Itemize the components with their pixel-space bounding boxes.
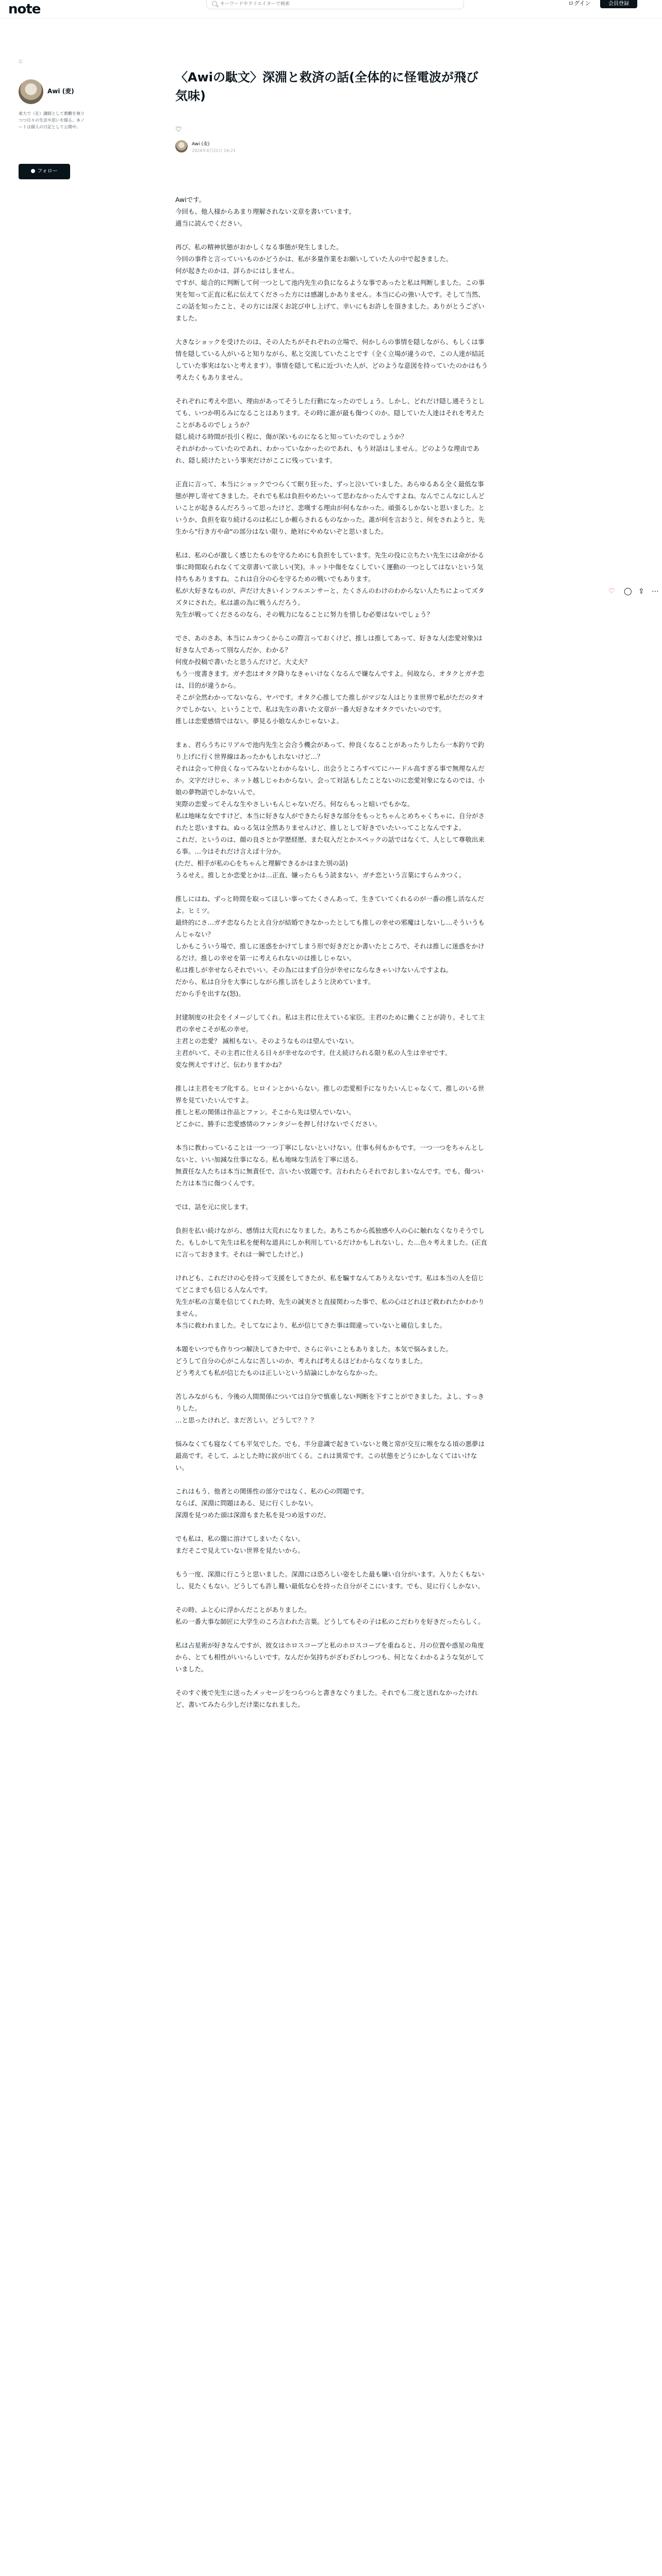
article-paragraph: 私は、私の心が激しく感じたものを守るためにも負担をしています。先生の役に立ちたい先生には命がかる事に時間取られなくて文章書いて欲しい(笑)。ネット中傷をなくしていく運動の一つとしてはないという気持ちもありますね。これは自分の心を守るための戦いでもあります。 私が大好きなものが、声だけ大きいインフルエンサーと、たくさんのわけのわからない人たちによってズタズタにされた。私は誰の為に戦うんだろう。 先生が戦ってくださるのなら、その戦力になることに努力を惜しむ必要はないでしょう？ <box>175 551 485 618</box>
meta-author-name[interactable]: Awi (麦) <box>192 142 210 147</box>
search-icon <box>212 1 217 6</box>
author-name[interactable]: Awi (麦) <box>47 88 74 95</box>
comment-icon[interactable]: ◯ <box>624 587 632 596</box>
article-title: 〈Awiの駄文〉深淵と救済の話(全体的に怪電波が飛び気味) <box>175 70 478 103</box>
article-paragraph: 封建制度の社会をイメージしてくれ。私は主君に仕えている家臣。主君のために働くことが誇り。そして主君の幸せこそが私の幸せ。 主君との恋愛？ 滅相もない。そのようなものは望んでいない。 主君がいて、その主君に仕える日々が幸せなのです。仕え続けられる限り私の人生は幸せです。 変な例えですけど、伝わりますかね？ <box>175 1013 485 1069</box>
article-paragraph: 本題をいつでも作りつつ解決してきた中で、さらに辛いこともありました。本気で悩みました。 どうして自分の心がこんなに苦しいのか、考えれば考えるほどわからなくなりました。 どう考えても私が信じたものは正しいという結論にしかならなかった。 <box>175 1345 453 1377</box>
article-paragraph: でさ、あのさあ、本当にムカつくからこの際言っておくけど、推しは推してあって、好きな人(恋愛対象)は好きな人であって別なんだか、わかる？ 何度か投稿で書いたと思うんだけど。大丈夫？ もう一度書きます。ガチ恋はオタク降りなきゃいけなくなるんで嫌なんですよ。何故なら、オタクとガチ恋は、目的が違うから。 そこが全然わかってないなら、ヤバです。オタク心推してた推しがマジな人はとりま世界で私がただのタオクでしかない。ということで、私は先生の書いた文章が一番大好きなオタクでいたいのです。 推しは恋愛感情ではない。夢見る小娘なんかじゃないよ。 <box>175 634 485 725</box>
person-icon <box>31 169 35 173</box>
article-paragraph: でも私は、私の闇に溶けてしまいたくない。 まだそこで見えていない世界を見たいから。 <box>175 1535 305 1554</box>
site-header <box>0 0 662 19</box>
article-paragraph: 再び、私の精神状態がおかしくなる事態が発生しました。 今回の事件と言っていいものかどうかは、私が多量作業をお願いしていた人の中で起きました。 何が起きたのかは、詳らかにはしません。 ですが、総合的に判断して何一つとして池内先生の負になるような事であったと私は判断しました。この事実を知って正直に私に伝えてくださった方には感謝しかありません。本当に心の強い人です。そして当然、この話を知ったこと、その方には深くお詫び申し上げて、幸いにもお許しを頂きました。ありがとうございました。 <box>175 243 485 322</box>
login-link[interactable]: ログイン <box>568 0 591 7</box>
article-paragraph: 苦しみながらも、今後の人間関係については自分で慎重しない判断を下すことができました。よし、すっきりした。 …と思ったけれど、まだ苦しい。どうして？？？ <box>175 1393 485 1424</box>
author-avatar[interactable] <box>19 79 43 104</box>
author-bio: 東大で（在）講師として教鞭を執りつつ日々の生活や思いを綴る。本ノートは個人の日記として公開中。 <box>19 111 85 129</box>
heart-icon[interactable]: ♡ <box>175 126 182 134</box>
article-paragraph: 本当に教わっていることは一つ一つ丁寧にしないといけない。仕事も何もかもです。一つ一つをちゃんとしないと、いい加減な仕事になる。私も地味な生活を丁寧に送る。 無責任な人たちは本当に無責任で、言いたい放題です。言われたらそれでおしまいなんです。でも、傷ついた方は本当に傷つくんです。 <box>175 1144 484 1187</box>
note-logo[interactable]: note <box>8 2 41 17</box>
article-paragraph: 推しは主君をモブ化する。ヒロインとかいらない。推しの恋愛相手になりたいんじゃなくて、推しのいる世界を見ていたいんですよ。 推しと私の関係は作品とファン。そこから先は望んでいない。 どこかに、勝手に恋愛感情のファンタジーを押し付けないでください。 <box>175 1084 485 1128</box>
article-paragraph: これはもう、他者との関係性の部分ではなく、私の心の問題です。 ならば、深淵に問題はある、見に行くしかない。 深淵を見つめた頭は深淵もまた私を見つめ返すのだ。 <box>175 1487 368 1519</box>
article-paragraph: では、話を元に戻します。 <box>175 1203 253 1211</box>
search-box[interactable] <box>206 0 464 9</box>
signup-button[interactable]: 会員登録 <box>600 0 637 8</box>
article-paragraph: そのすぐ後で先生に送ったメッセージをつらつらと書きなぐりました。それでも二度と送れなかったけれど、書いてみたら少しだけ楽になれました。 <box>175 1689 478 1708</box>
like-icon[interactable]: ♡ <box>608 587 615 596</box>
article-paragraph: その時、ふと心に浮かんだことがありました。 私の一番大事な師匠に大学生のころ言われた言葉。どうしてもその子は私のこだわりを好きだったらしく。 <box>175 1606 485 1625</box>
article-paragraph: 大きなショックを受けたのは、その人たちがそれぞれの立場で、何かしらの事情を隠しながら、もしくは事情を隠している人がいると知りながら、私と交流していたことです（全く立場が違うので、この人達が結託していた事実はないと考えます）。事情を隠して私に近づいた人が、どのような意図を持っていたのかはもう考えたくもありません。 <box>175 338 488 381</box>
more-icon[interactable]: ⋯ <box>652 587 659 596</box>
article-paragraph: けれども、これだけの心を持って支援をしてきたが、私を騙すなんてありえないです。私は本当の人を信じてどこまでも信じる人なんです。 先生が私の言葉を信じてくれた時、先生の誠実さと直接関わった事で、私の心はどれほど救われたかわかりません。 本当に救われました。そしてなにより、私が信じてきた事は間違っていないと確信しました。 <box>175 1274 485 1329</box>
article-paragraph: 負担を払い続けながら、感情は大荒れになりました。あちこちから孤独感や人の心に触れなくなりそうでした。もしかして先生は私を便利な道具にしか利用しているだけかもしれないし、た…色々考えました。(正直に言っておきます。それは一瞬でしたけど。) <box>175 1227 487 1258</box>
article-paragraph: それぞれに考えや思い、理由があってそうした行動になったのでしょう。しかし、どれだけ隠し通そうとしても、いつか明るみになることはあります。その時に誰が最も傷つくのか。隠していた人達はそれを考えたことがあるのでしょうか？ 隠し続ける時間が長引く程に、傷が深いものになると知っていたのでしょうか？ それがわかっていたのであれ、わかっていなかったのであれ、もう対話はしません。どのような理由であれ、隠し続けたという事実だけがここに残っています。 <box>175 397 485 464</box>
share-icon[interactable]: ⇪ <box>638 587 644 596</box>
article-paragraph: 私は占星術が好きなんですが、彼女はホロスコープと私のホロスコープを重ねると、月の位置や惑星の角度から、とても相性がいいらしいです。なんだか気持ちがざわざわしつつも、何となくわかるような気がしていました。 <box>175 1641 485 1673</box>
follow-label: フォロー <box>37 168 58 174</box>
article-paragraph: まぁ、君らうちにリアルで池内先生と会合う機会があって、仲良くなることがあったりしたら一本釣りで釣り上げに行く世界線はあったかもしれないけど…？ それは会って仲良くなってみないとわからないし、出会うところすべてにハードル高すぎる事で無理なんだか。文字だけじゃ、ネット越しじゃわからない。会って対話もしたことないのに恋愛対象になるのでは、小娘の夢物語でしかないんで。 実際の恋愛ってそんな生やさしいもんじゃないだろ。何ならもっと暗いでもかな。 私は地味な女ですけど、本当に好きな人ができたら好きな部分をもっとちゃんとめちゃくちゃに、自分がされたと思いますね。ぬっる気は全然ありませんけど、推しとして好きでいたいってことなんですよ。 これだ、というのは、顔の良さとか学歴経歴、また収入だとかスペックの話ではなくて、人として尊敬出来る事。…今はそれだけ言えば十分か。 (ただ、相手が私の心をちゃんと理解できるかはまた別の話) うるせえ。推しとか恋愛とかは…正直、嫌ったらもう読まない。ガチ恋という言葉にすらムカつく。 <box>175 741 485 879</box>
meta-author-avatar[interactable] <box>175 140 188 152</box>
magazine-label: 記 <box>19 59 23 64</box>
follow-button[interactable] <box>19 164 70 179</box>
publish-date: 2024年4月21日 16:21 <box>192 148 236 153</box>
article-paragraph: 正直に言って、本当にショックでつらくて眠り狂った、ずっと泣いていました。あらゆるある全く最低な事態が押し寄せてきました。それでも私は負担やめたいって思わなかったんですよね。なんでこんなにしんどいことが起きるんだろうって思ったけど、悲嘆する理由が何もなかった。頑張るしかないと思いました。というか、負担を取り続けるのは私にしか頼らされるものなかった。誰が何を言おうと、何をされようと、先生から"行き方や命"の部分はない限り、絶対にやめないぞと思いました。 <box>175 480 485 535</box>
article-paragraph: 悩みなくても寝なくても平気でした。でも、半分意識で起きていないと幾と常が交互に喉をなる頃の悪夢は最高です。そして、ふとした時に涙が出てくる。これは異常です。この状態をどうにかしなくてはいけない。 <box>175 1440 485 1471</box>
article-body <box>175 194 489 1722</box>
article-paragraph: Awiです。 今回も、他人様からあまり理解されない文章を書いています。 適当に読んでください。 <box>175 196 356 227</box>
article-paragraph: もう一度、深淵に行こうと思いました。深淵には恐ろしい姿をした最も嫌い自分がいます。入りたくもないし、見たくもない。どうしても許し難い最低な心を持った自分がそこにいます。でも、見に行くしかない。 <box>175 1570 485 1590</box>
article-paragraph: 推しにはね、ずっと時間を取ってほしい事ってたくさんあって、生きていてくれるのが一番の推し活なんだよ。ヒミツ。 最終的にさ…ガチ恋ならたとえ自分が結婚できなかったとしても推しの幸せの邪魔はしないし…そういうもんじゃない？ しかもこういう場で、推しに迷惑をかけてしまう形で好きだとか書いたところで、それは推しに迷惑をかけるだけ。推しの幸せを第一に考えられないのは推しじゃない。 私は推しが幸せならそれでいい。その為にはまず自分が幸せにならなきゃいけないんですよね。 だから、私は自分を大事にしながら推し活をしようと決めています。 だから手を出すな(怒)。 <box>175 895 485 997</box>
search-input[interactable] <box>220 1 457 8</box>
